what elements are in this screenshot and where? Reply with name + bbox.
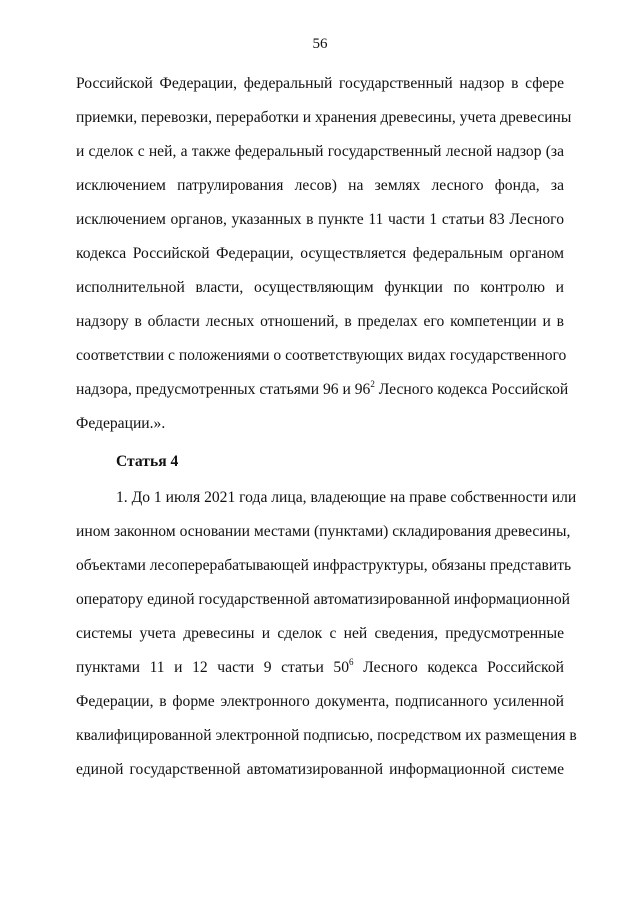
text-line: исполнительной власти, осуществляющим функции по контролю и [76,279,564,296]
text-line: объектами лесоперерабатывающей инфраструктуры, обязаны представить [76,557,572,574]
text-line: квалифицированной электронной подписью, посредством их размещения в [76,727,577,744]
text-line-with-superscript [76,379,569,400]
text-line: надзору в области лесных отношений, в пределах его компетенции и в [76,313,564,330]
page-number: 56 [312,36,328,52]
text-line: кодекса Российской Федерации, осуществляется федеральным органом [76,245,564,262]
text-line: соответствии с положениями о соответствующих видах государственного [76,347,567,364]
superscript: 2 [370,379,375,389]
text-line: и сделок с ней, а также федеральный государственный лесной надзор (за [76,143,564,160]
text-line: системы учета древесины и сделок с ней сведения, предусмотренные [76,625,564,642]
text-segment: надзора, предусмотренных статьями 96 и 96 [76,381,371,398]
text-line: приемки, перевозки, переработки и хранения древесины, учета древесины [76,109,572,126]
text-line: 1. До 1 июля 2021 года лица, владеющие на праве собственности или [116,489,577,506]
text-segment: Лесного кодекса Российской [353,659,564,676]
text-segment: пунктами 11 и 12 части 9 статьи 50 [76,659,350,676]
text-line: единой государственной автоматизированной информационной системе [76,761,564,778]
text-line-with-superscript [76,658,564,678]
text-line: ином законном основании местами (пунктами) складирования древесины, [76,523,571,540]
text-line: исключением органов, указанных в пункте 11 части 1 статьи 83 Лесного [76,211,564,228]
superscript: 6 [349,657,354,667]
text-line: Федерации.». [76,415,166,432]
text-segment: Лесного кодекса Российской [374,381,569,398]
text-line: Федерации, в форме электронного документа, подписанного усиленной [76,693,564,710]
text-line: Российской Федерации, федеральный государственный надзор в сфере [76,75,564,92]
article-heading: Статья 4 [116,453,179,470]
text-line: исключением патрулирования лесов) на землях лесного фонда, за [76,177,564,194]
text-line: оператору единой государственной автоматизированной информационной [76,591,570,608]
